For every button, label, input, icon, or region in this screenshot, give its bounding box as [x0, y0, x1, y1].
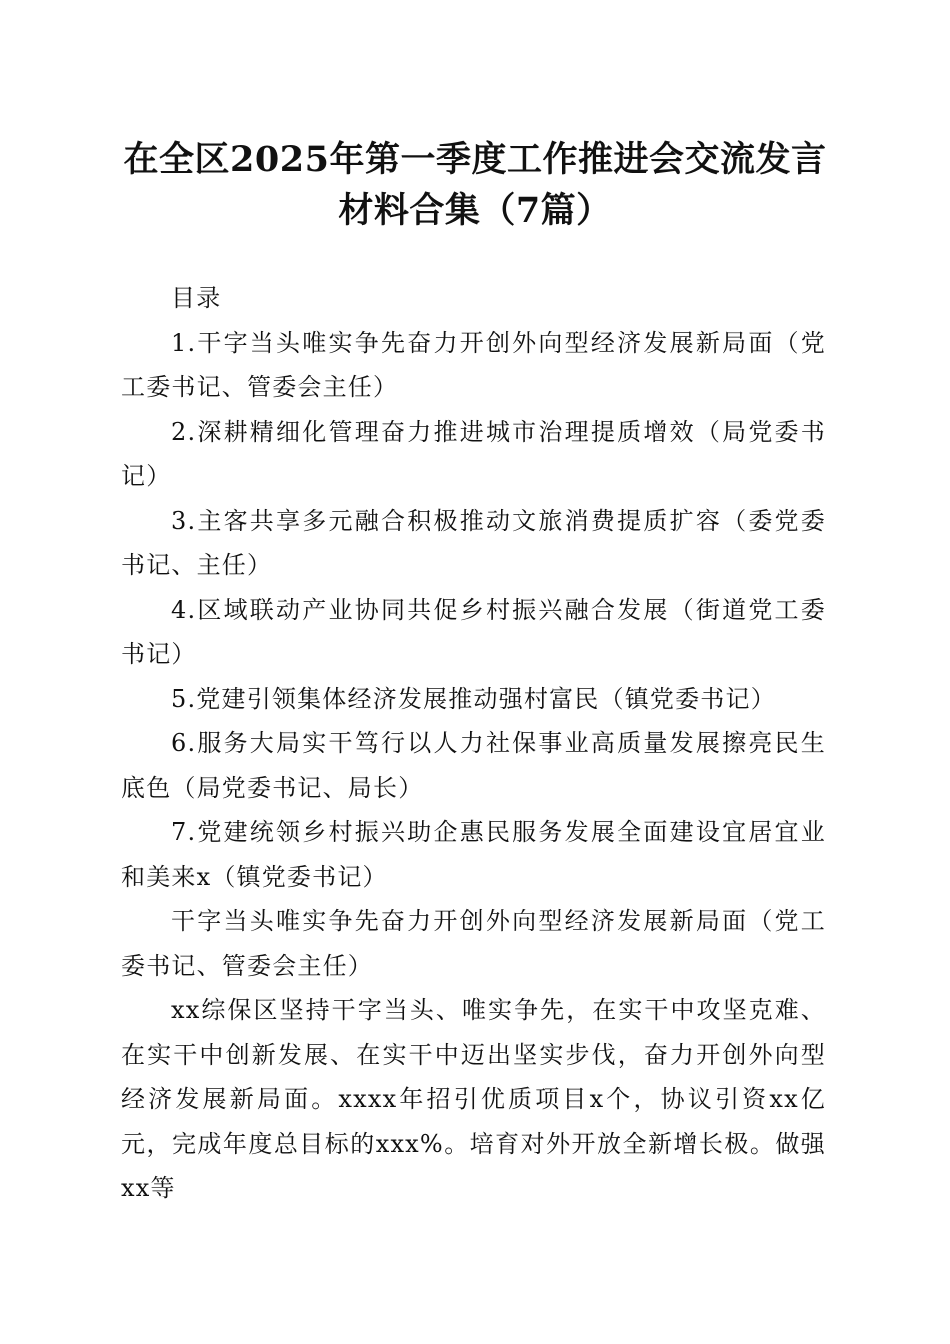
document-body [121, 276, 826, 1211]
toc-heading: 目录 [171, 284, 222, 312]
toc-item-3: 3.主客共享多元融合积极推动文旅消费提质扩容（委党委书记、主任） [121, 506, 826, 579]
toc-item-5: 5.党建引领集体经济发展推动强村富民（镇党委书记） [171, 684, 776, 713]
toc-item-7: 7.党建统领乡村振兴助企惠民服务发展全面建设宜居宜业和美来x（镇党委书记） [121, 818, 826, 891]
toc-item-1: 1.干字当头唯实争先奋力开创外向型经济发展新局面（党工委书记、管委会主任） [121, 328, 826, 401]
toc-item-2: 2.深耕精细化管理奋力推进城市治理提质增效（局党委书记） [121, 417, 826, 490]
body-paragraph: xx综保区坚持干字当头、唯实争先，在实干中攻坚克难、在实干中创新发展、在实干中迈出坚实步伐，奋力开创外向型经济发展新局面。xxxx年招引优质项目x个，协议引资xx亿元，完成年度总目标的xxx%。培育对外开放全新增长极。做强xx等 [121, 996, 826, 1202]
toc-item-4: 4.区域联动产业协同共促乡村振兴融合发展（街道党工委书记） [121, 595, 826, 668]
document-title [110, 134, 840, 236]
title-line-1: 在全区2025年第一季度工作推进会交流发言 [123, 139, 827, 180]
toc-item-6: 6.服务大局实干笃行以人力社保事业高质量发展擦亮民生底色（局党委书记、局长） [121, 729, 826, 802]
title-line-2: 材料合集（7篇） [338, 190, 612, 231]
section-heading: 干字当头唯实争先奋力开创外向型经济发展新局面（党工委书记、管委会主任） [121, 907, 826, 980]
